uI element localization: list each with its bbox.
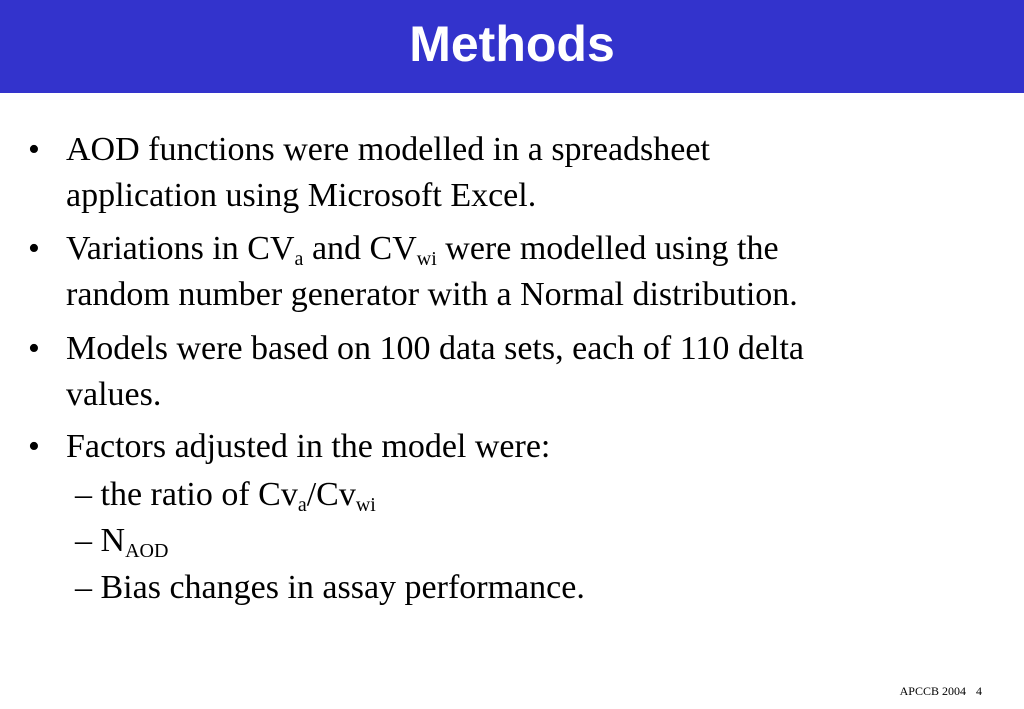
bullet-line: random number generator with a Normal distribution. bbox=[66, 276, 798, 313]
bullet-text bbox=[66, 326, 966, 418]
bullet-text bbox=[66, 424, 966, 470]
subscript: a bbox=[294, 248, 304, 270]
text-run: – Bias changes in assay performance. bbox=[75, 569, 585, 606]
text-run: and CV bbox=[303, 230, 417, 267]
footer-label: APCCB 2004 bbox=[899, 684, 966, 698]
subscript: AOD bbox=[125, 540, 169, 562]
subscript: wi bbox=[355, 494, 376, 516]
subscript: a bbox=[297, 494, 307, 516]
text-run: /Cv bbox=[306, 476, 356, 513]
bullet-line: Factors adjusted in the model were: bbox=[66, 428, 551, 465]
subscript: wi bbox=[416, 248, 437, 270]
bullet-item bbox=[28, 326, 958, 418]
text-run: Variations in CV bbox=[66, 230, 295, 267]
sub-item bbox=[75, 518, 935, 564]
bullet-marker: • bbox=[28, 230, 40, 267]
bullet-text bbox=[66, 226, 966, 318]
bullet-item bbox=[28, 127, 958, 219]
page-number: 4 bbox=[976, 684, 982, 698]
bullet-text bbox=[66, 127, 966, 219]
text-run: – the ratio of Cv bbox=[75, 476, 298, 513]
text-run: – N bbox=[75, 522, 126, 559]
bullet-marker: • bbox=[28, 131, 40, 168]
bullet-marker: • bbox=[28, 330, 40, 367]
bullet-item bbox=[28, 424, 958, 470]
sub-item bbox=[75, 565, 935, 611]
sub-item bbox=[75, 472, 935, 518]
bullet-marker: • bbox=[28, 428, 40, 465]
bullet-line: application using Microsoft Excel. bbox=[66, 177, 537, 214]
slide-footer bbox=[900, 684, 982, 699]
slide-title: Methods bbox=[409, 16, 615, 72]
bullet-line: values. bbox=[66, 376, 162, 413]
bullet-line: AOD functions were modelled in a spreadsheet bbox=[66, 131, 710, 168]
bullet-line: Models were based on 100 data sets, each of 110 delta bbox=[66, 330, 805, 367]
bullet-item bbox=[28, 226, 958, 318]
text-run: were modelled using the bbox=[436, 230, 779, 267]
bullet-line bbox=[66, 226, 966, 272]
